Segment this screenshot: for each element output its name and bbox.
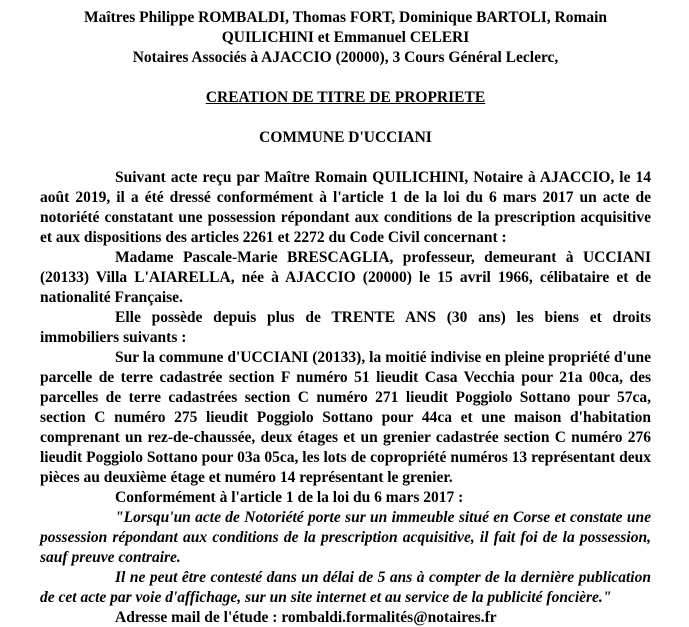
paragraph-law-reference: Conformément à l'article 1 de la loi du 6 mars 2017 : (115, 489, 464, 506)
paragraph-possession-duration: Elle possède depuis plus de TRENTE ANS (30 ans) les biens et droits immobiliers suivants : (40, 309, 651, 346)
notaries-names-line-2: QUILICHINI et Emmanuel CELERI (221, 29, 470, 46)
paragraph-property-description: Sur la commune d'UCCIANI (20133), la moitié indivise en pleine propriété d'une parcelle de terre cadastrée section F numéro 51 lieudit Casa Vecchia pour 21a 00ca, des parcelles de terre cadastrées section C numéro 271 lieudit Poggiolo Sottano pour 57ca, section C numéro 275 lieudit Poggiolo Sottano pour 44ca et une maison d'habitation comprenant un rez-de-chaussée, deux étages et un grenier cadastrée section C numéro 276 lieudit Poggiolo Sottano pour 03a 05ca, les lots de copropriété numéros 13 représentant deux pièces au deuxième étage et numéro 14 représentant le grenier. (40, 349, 651, 486)
paragraph-contact-email: Adresse mail de l'étude : rombaldi.formalités@notaires.fr (115, 609, 497, 626)
commune-subtitle: COMMUNE D'UCCIANI (259, 129, 432, 146)
document-body (40, 168, 651, 627)
paragraph-act-received: Suivant acte reçu par Maître Romain QUILICHINI, Notaire à AJACCIO, le 14 août 2019, il a été dressé conformément à l'article 1 de la loi du 6 mars 2017 un acte de notoriété constatant une possession répondant aux conditions de la prescription acquisitive et aux dispositions des articles 2261 et 2272 du Code Civil concernant : (40, 169, 651, 246)
notary-office-address-line: Notaires Associés à AJACCIO (20000), 3 Cours Général Leclerc, (132, 49, 559, 66)
paragraph-owner-identity: Madame Pascale-Marie BRESCAGLIA, professeur, demeurant à UCCIANI (20133) Villa L'AIARELLA, née à AJACCIO (20000) le 15 avril 1966, célibataire et de nationalité Française. (40, 249, 651, 306)
document-header (40, 8, 651, 68)
document-title: CREATION DE TITRE DE PROPRIETE (205, 89, 486, 106)
notaries-names-line-1: Maîtres Philippe ROMBALDI, Thomas FORT, Dominique BARTOLI, Romain (83, 9, 608, 26)
paragraph-law-quote-1: "Lorsqu'un acte de Notoriété porte sur un immeuble situé en Corse et constate une possession répondant aux conditions de la prescription acquisitive, il fait foi de la possession, sauf preuve contraire. (40, 509, 651, 566)
paragraph-law-quote-2: Il ne peut être contesté dans un délai de 5 ans à compter de la dernière publication de cet acte par voie d'affichage, sur un site internet et au service de la publicité foncière." (40, 569, 651, 606)
